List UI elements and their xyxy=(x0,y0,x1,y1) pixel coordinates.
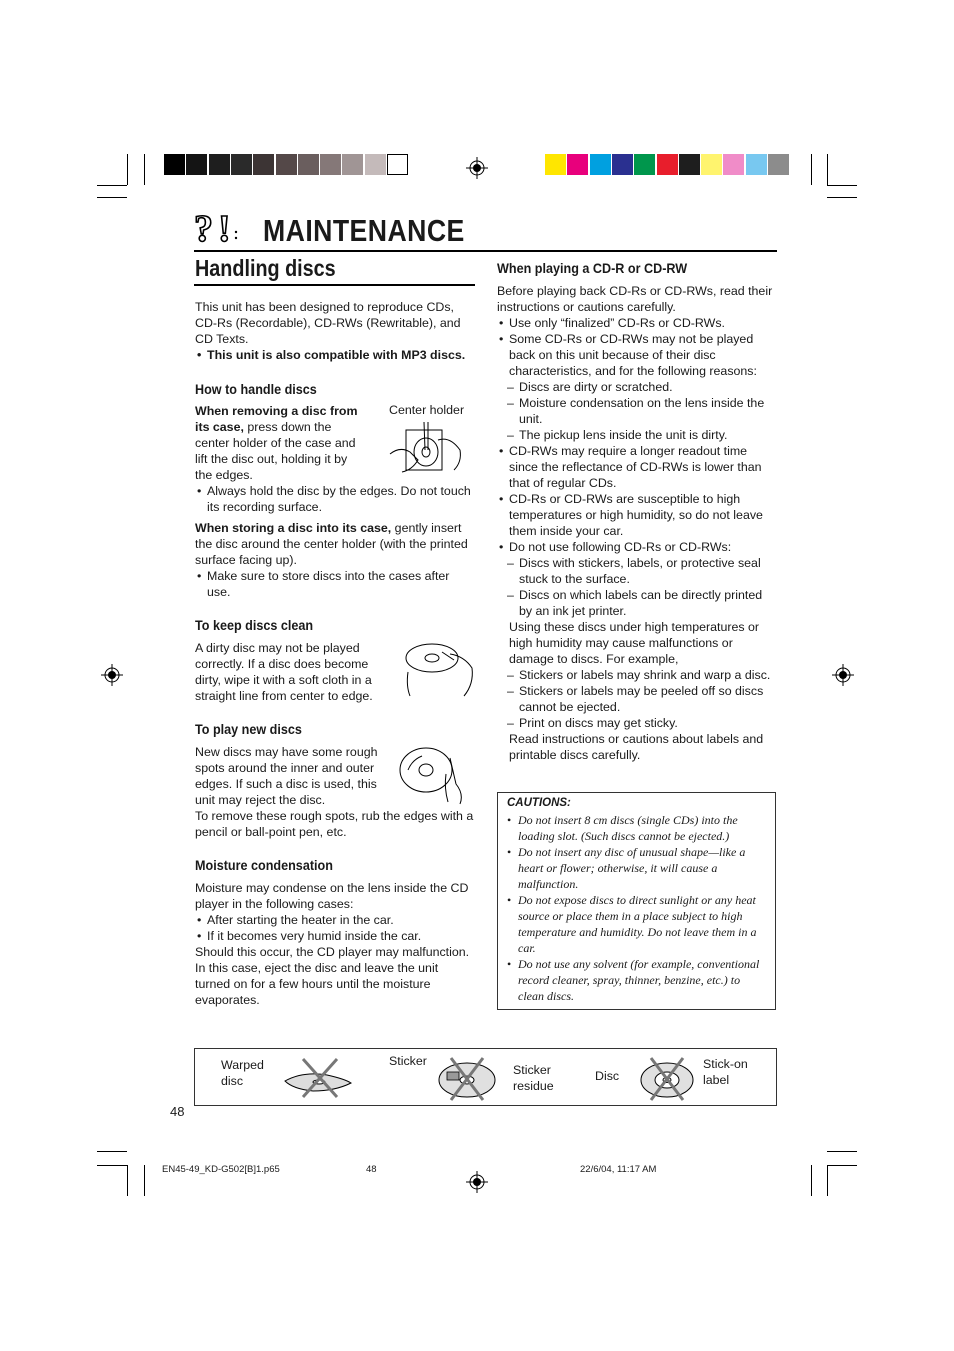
moisture-bullet-1: • After starting the heater in the car. xyxy=(195,912,475,928)
calibration-swatch xyxy=(612,154,633,175)
calibration-swatch xyxy=(590,154,611,175)
sticker-label: Sticker xyxy=(389,1054,427,1068)
clean-title: To keep discs clean xyxy=(195,617,314,633)
cdr-dash: – Discs with stickers, labels, or protective seal stuck to the surface. xyxy=(497,555,777,587)
registration-mark-icon xyxy=(466,157,488,179)
moisture-block xyxy=(195,880,475,1008)
footer-date: 22/6/04, 11:17 AM xyxy=(580,1164,657,1175)
stick-on-label: Stick-on label xyxy=(703,1057,748,1087)
svg-text:?: ? xyxy=(194,211,213,245)
cdr-intro: Before playing back CD-Rs or CD-RWs, read their instructions or cautions carefully. xyxy=(497,284,773,314)
bullet-store: • Make sure to store discs into the cases after use. xyxy=(195,568,475,600)
calibration-swatch xyxy=(545,154,566,175)
caution-item: • Do not insert any disc of unusual shape—like a heart or flower; otherwise, it will cause a malfunction. xyxy=(507,844,765,892)
moisture-after: Should this occur, the CD player may malfunction. In this case, eject the disc and leave the unit turned on for a few hours until the moisture evaporates. xyxy=(195,945,470,1007)
storing-bold: When storing a disc into its case, xyxy=(195,521,392,535)
calibration-swatch xyxy=(746,154,767,175)
caution-item: • Do not use any solvent (for example, conventional record cleaner, spray, thinner, benzine, etc.) to clean discs. xyxy=(507,956,765,1004)
question-exclamation-icon xyxy=(194,211,242,245)
clean-text-block xyxy=(195,640,390,704)
calibration-swatch xyxy=(320,154,341,175)
calibration-swatch xyxy=(342,154,363,175)
cleaning-disc-illustration xyxy=(402,638,476,700)
calibration-swatch xyxy=(657,154,678,175)
moisture-text: Moisture may condense on the lens inside the CD player in the following cases: xyxy=(195,881,469,911)
calibration-swatch xyxy=(723,154,744,175)
header-rule xyxy=(194,250,777,252)
page-number: 48 xyxy=(170,1104,185,1119)
cautions-box xyxy=(497,792,776,1010)
removing-paragraph xyxy=(195,403,363,483)
cdr-bullet-2: • Some CD-Rs or CD-RWs may not be played back on this unit because of their disc characteristics, and for the following reasons: xyxy=(497,331,777,379)
cdr-title: When playing a CD-R or CD-RW xyxy=(497,260,688,276)
new-discs-text2: To remove these rough spots, rub the edges with a pencil or ball-point pen, etc. xyxy=(195,809,474,839)
cdr-dash: – Stickers or labels may shrink and warp a disc. xyxy=(497,667,777,683)
cdr-bullet-5: • Do not use following CD-Rs or CD-RWs: xyxy=(497,539,777,555)
sticker-residue-label: Sticker residue xyxy=(513,1063,554,1093)
registration-mark-icon xyxy=(832,664,854,686)
new-discs-title: To play new discs xyxy=(195,721,302,737)
calibration-swatch xyxy=(768,154,789,175)
handling-notes xyxy=(195,483,475,600)
calibration-swatch xyxy=(209,154,230,175)
calibration-swatch xyxy=(387,154,408,175)
calibration-swatch xyxy=(186,154,207,175)
sticker-disc-icon xyxy=(433,1054,503,1102)
cdr-dash: – Print on discs may get sticky. xyxy=(497,715,777,731)
cdr-bullet-5-cont: Using these discs under high temperatures or high humidity may cause malfunctions or damage to discs. For example, xyxy=(509,620,760,666)
warped-disc-label: Warped disc xyxy=(221,1058,264,1088)
cdr-bullet-3: • CD-RWs may require a longer readout time since the reflectance of CD-RWs is lower than that of regular CDs. xyxy=(497,443,777,491)
calibration-swatch xyxy=(253,154,274,175)
cautions-title: CAUTIONS: xyxy=(507,797,571,809)
calibration-swatch xyxy=(634,154,655,175)
left-column xyxy=(195,299,475,363)
disc-warning-box xyxy=(194,1048,777,1106)
new-discs-text2-block xyxy=(195,808,475,840)
new-disc-illustration xyxy=(398,744,472,806)
how-to-handle-title: How to handle discs xyxy=(195,381,317,397)
registration-mark-icon xyxy=(101,664,123,686)
calibration-swatch xyxy=(231,154,252,175)
storing-text: gently insert the disc around the center holder (with the printed surface facing up). xyxy=(195,521,468,567)
disc-case-illustration xyxy=(388,422,468,478)
warped-disc-icon xyxy=(283,1055,353,1101)
cdr-dash: – Discs on which labels can be directly printed by an ink jet printer. xyxy=(497,587,777,619)
new-discs-text1: New discs may have some rough spots around the inner and outer edges. If such a disc is used, this unit may reject the disc. xyxy=(195,745,378,807)
cdr-block xyxy=(497,283,777,763)
cdr-bullet-1: • Use only “finalized” CD-Rs or CD-RWs. xyxy=(497,315,777,331)
moisture-title: Moisture condensation xyxy=(195,857,333,873)
new-discs-text-block xyxy=(195,744,390,808)
calibration-swatch xyxy=(365,154,386,175)
svg-text:!: ! xyxy=(218,211,231,245)
cdr-dash: – Moisture condensation on the lens inside the unit. xyxy=(497,395,777,427)
registration-mark-icon xyxy=(466,1171,488,1193)
center-holder-label: Center holder xyxy=(389,403,465,417)
calibration-swatch xyxy=(298,154,319,175)
clean-text: A dirty disc may not be played correctly. If a disc does become dirty, wipe it with a soft cloth in a straight line from center to edge. xyxy=(195,641,373,703)
cdr-dash: – The pickup lens inside the unit is dirty. xyxy=(497,427,777,443)
page-heading: Handling discs xyxy=(195,255,336,281)
calibration-swatch xyxy=(567,154,588,175)
mp3-note: • This unit is also compatible with MP3 discs. xyxy=(195,347,475,363)
heading-rule xyxy=(194,284,475,286)
removing-text: press down the center holder of the case and lift the disc out, holding it by the edges. xyxy=(195,420,356,482)
stick-on-label-disc-icon xyxy=(635,1054,705,1102)
calibration-swatch xyxy=(164,154,185,175)
calibration-swatch xyxy=(679,154,700,175)
footer-page: 48 xyxy=(366,1164,377,1175)
section-title: MAINTENANCE xyxy=(263,213,465,248)
removing-bold: When removing a disc from its case, xyxy=(195,404,358,434)
cdr-dash: – Stickers or labels may be peeled off so discs cannot be ejected. xyxy=(497,683,777,715)
bullet-edges: • Always hold the disc by the edges. Do not touch its recording surface. xyxy=(195,483,475,515)
cdr-bullet-4: • CD-Rs or CD-RWs are susceptible to high temperatures or high humidity, so do not leave them inside your car. xyxy=(497,491,777,539)
cdr-dash: – Discs are dirty or scratched. xyxy=(497,379,777,395)
moisture-bullet-2: • If it becomes very humid inside the car. xyxy=(195,928,475,944)
intro-text: This unit has been designed to reproduce CDs, CD-Rs (Recordable), CD-RWs (Rewritable), and CD Texts. xyxy=(195,300,461,346)
footer-file: EN45-49_KD-G502[B]1.p65 xyxy=(162,1164,280,1175)
caution-item: • Do not insert 8 cm discs (single CDs) into the loading slot. (Such discs cannot be ejected.) xyxy=(507,812,765,844)
calibration-swatch xyxy=(276,154,297,175)
disc-label: Disc xyxy=(595,1069,620,1083)
calibration-swatch xyxy=(701,154,722,175)
cdr-bullet-5-end: Read instructions or cautions about labels and printable discs carefully. xyxy=(509,732,764,762)
caution-item: • Do not expose discs to direct sunlight or any heat source or place them in a place subject to high temperature and humidity. Do not leave them in a car. xyxy=(507,892,765,956)
